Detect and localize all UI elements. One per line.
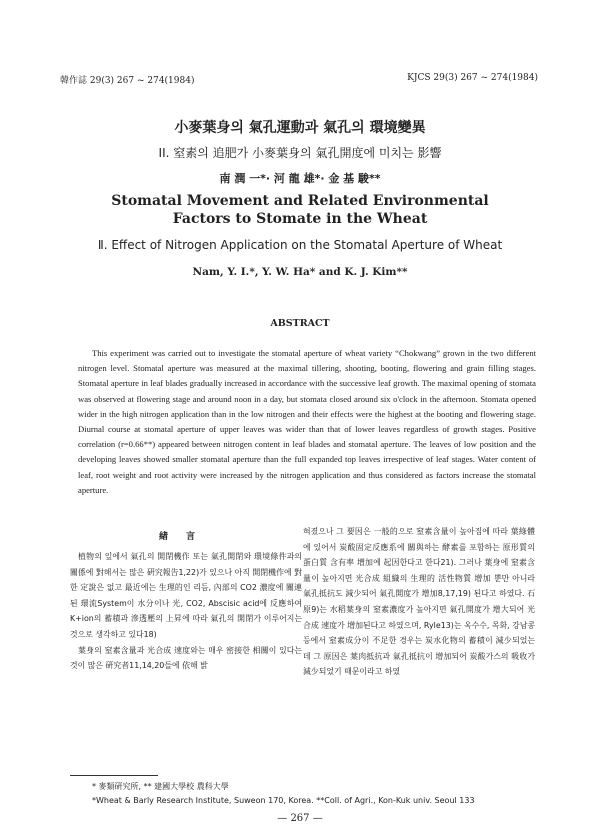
abstract-heading: ABSTRACT	[270, 318, 330, 329]
english-title-line1: Stomatal Movement and Related Environmental	[111, 193, 489, 209]
english-title-line2: Factors to Stomate in the Wheat	[172, 211, 428, 227]
page-number: — 267 —	[277, 813, 323, 824]
abstract-body	[78, 346, 536, 498]
abstract-text: This experiment was carried out to investigate the stomatal aperture of wheat variety “Chokwang” grown in the two different nitrogen level. Stomatal aperture was measured at the maximal tillering, shooting, booting, flowering and grain filling stages. Stomatal aperture in leaf blades gradually increased in accordance with the successive leaf growth. The maximal opening of stomata was observed at flowering stage and around noon in a day, but stomata closed around six o'clock in the afternoon. Stomata opened wider in the high nitrogen application than in the low nitrogen and their effects were the highest at the booting and flowering stage. Diurnal course at stomatal aperture of upper leaves was wider than that of lower leaves regardless of growth stages. Positive correlation (r=0.66**) appeared between nitrogen content in leaf blades and stomatal aperture. The leaves of low position and the developing leaves showed smaller stomatal aperture than the full expanded top leaves irrespective of leaf stages. Water content of leaf, root weight and root activity were increased by the nitrogen application and thus considered as factors increase the stomatal aperture.	[78, 348, 536, 495]
korean-title: 小麥葉身의 氣孔運動과 氣孔의 環境變異	[174, 120, 426, 136]
body-column-right	[303, 524, 535, 680]
footnote-affiliation-korean: * 麥類硏究所, ** 建國大學校 農科大學	[92, 782, 229, 791]
section-heading-introduction: 緖言	[158, 532, 213, 542]
footnote-affiliation-english: *Wheat & Barly Research Institute, Suweon 170, Korea. **Coll. of Agri., Kon-Kuk univ. Seoul 133	[92, 796, 475, 805]
intro-paragraph-2: 葉身의 窒素含量과 光合成 速度와는 매우 密接한 相關이 있다는 것이 많은 硏究者11,14,20들에 依해 밝	[70, 645, 302, 671]
body-column-left	[70, 549, 302, 674]
intro-paragraph-continued: 혀졌으나 그 要因은 一般的으로 窒素含量이 높아짐에 따라 葉綠體에 있어서 炭酸固定反應系에 關與하는 酵素를 포함하는 原形質의 蛋白質 含有率 增加에 起因한다고 한다21). 그러나 葉身에 窒素含量이 높아지면 光合成 組織의 生理的 活性物質 增加 뿐만 아니라 氣孔抵抗도 減少되어 氣孔開度가 增加8,17,19) 된다고 하였다. 石原9)는 水稻葉身의 窒素濃度가 높아지면 氣孔開度가 增大되어 光合成 速度가 增加된다고 하였으며, Ryle13)는 옥수수, 목화, 강남콩 등에서 窒素成分이 不足한 경우는 炭水化物의 蓄積이 減少되었는데 그 原因은 葉肉抵抗과 氣孔抵抗이 增加되어 炭酸가스의 吸收가 減少되었기 때문이라고 하였	[303, 527, 535, 677]
footnote-rule	[70, 775, 158, 776]
korean-subtitle: II. 窒素의 追肥가 小麥葉身의 氣孔開度에 미치는 影響	[158, 146, 442, 160]
intro-paragraph-1: 植物의 잎에서 氣孔의 開閉機作 또는 氣孔開閉와 環境條件과의 關係에 對해서는 많은 硏究報告1,22)가 있으나 아직 開閉機作에 對한 定說은 없고 最近에는 生理的인 리듬, 內部의 CO2 濃度에 關連된 環流System이 水分이나 光, CO2, Abscisic acid에 反應하여 K+ion의 蓄積과 滲透壓의 上昇에 따라 氣孔의 開閉가 이루어지는 것으로 생각하고 있다18)	[70, 552, 302, 639]
english-authors: Nam, Y. I.*, Y. W. Ha* and K. J. Kim**	[192, 266, 408, 278]
english-subtitle: Ⅱ. Effect of Nitrogen Application on the Stomatal Aperture of Wheat	[97, 238, 503, 252]
journal-citation-right: KJCS 29(3) 267 ~ 274(1984)	[407, 73, 538, 83]
journal-citation-left: 韓作誌 29(3) 267 ~ 274(1984)	[60, 76, 195, 86]
korean-authors: 南 潤 一*· 河 龍 雄*· 金 基 駿**	[219, 172, 381, 185]
